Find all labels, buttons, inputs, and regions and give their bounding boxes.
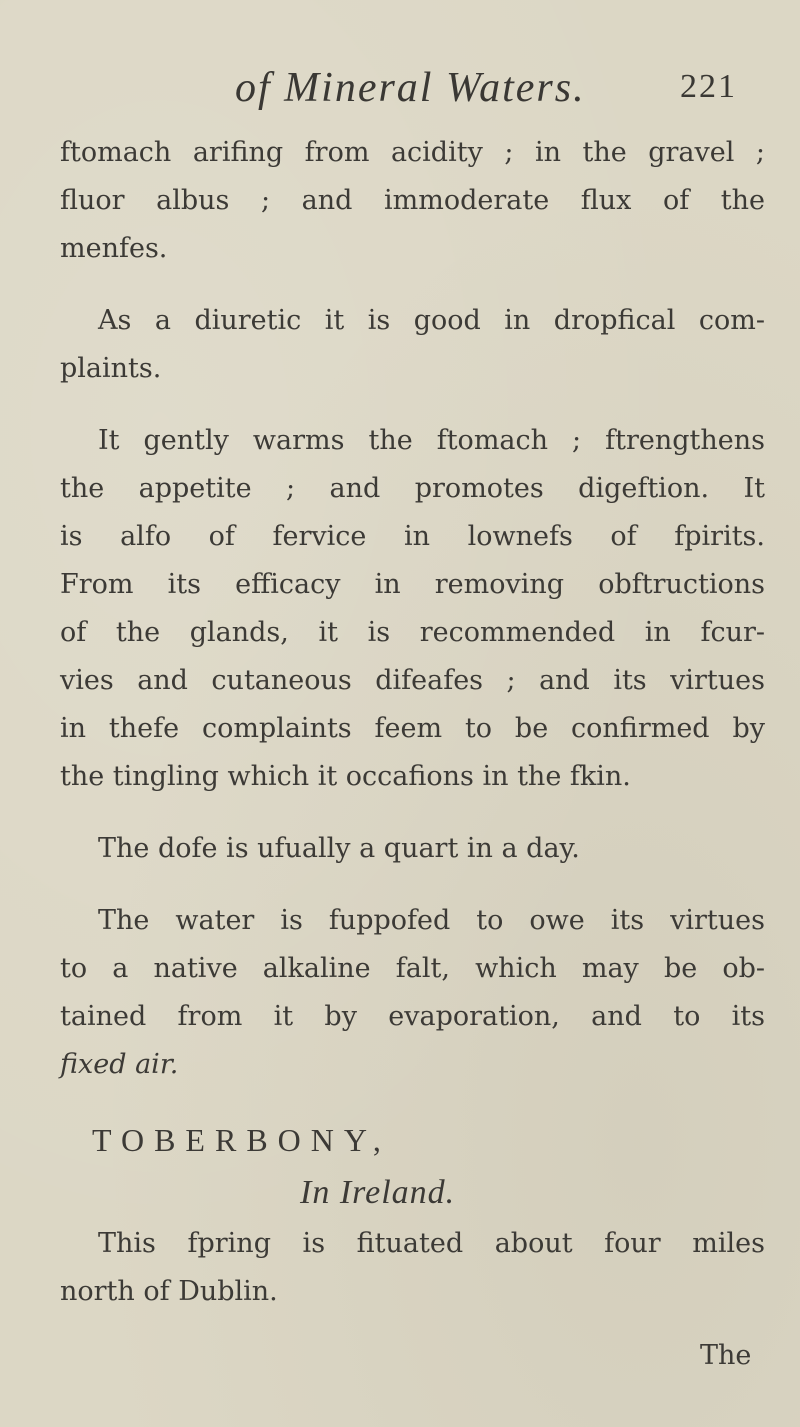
text-line: The dofe is ufually a quart in a day. — [98, 833, 580, 864]
text-line: It gently warms the ftomach ; ftrengthens — [98, 425, 765, 456]
text-line: fluor albus ; and immoderate flux of the — [60, 185, 765, 216]
text-line: tained from it by evaporation, and to its — [60, 1001, 765, 1032]
text-line: vies and cutaneous difeafes ; and its virtues — [60, 665, 765, 696]
text-line: fixed air. — [60, 1049, 179, 1080]
text-line: ftomach arifing from acidity ; in the gravel ; — [60, 137, 765, 168]
section-subheading: In Ireland. — [300, 1174, 456, 1211]
running-head — [0, 64, 800, 124]
text-line: The water is fuppofed to owe its virtues — [98, 905, 765, 936]
text-line: is alfo of fervice in lownefs of fpirits. — [60, 521, 765, 552]
text-line: menfes. — [60, 233, 168, 264]
text-line: From its efficacy in removing obftructions — [60, 569, 765, 600]
text-line: the tingling which it occafions in the fkin. — [60, 761, 631, 792]
text-line: in thefe complaints feem to be confirmed by — [60, 713, 765, 744]
running-title: of Mineral Waters. — [235, 65, 586, 111]
text-line: As a diuretic it is good in dropfical com- — [98, 305, 765, 336]
text-line: This fpring is fituated about four miles — [98, 1228, 765, 1259]
text-line: north of Dublin. — [60, 1276, 278, 1307]
text-line: plaints. — [60, 353, 162, 384]
section-heading: TOBERBONY, — [92, 1122, 391, 1158]
page-number: 221 — [680, 68, 737, 105]
text-line: the appetite ; and promotes digeftion. It — [60, 473, 765, 504]
text-line: of the glands, it is recommended in fcur- — [60, 617, 765, 648]
catchword: The — [700, 1340, 752, 1371]
text-line: to a native alkaline falt, which may be ob- — [60, 953, 765, 984]
